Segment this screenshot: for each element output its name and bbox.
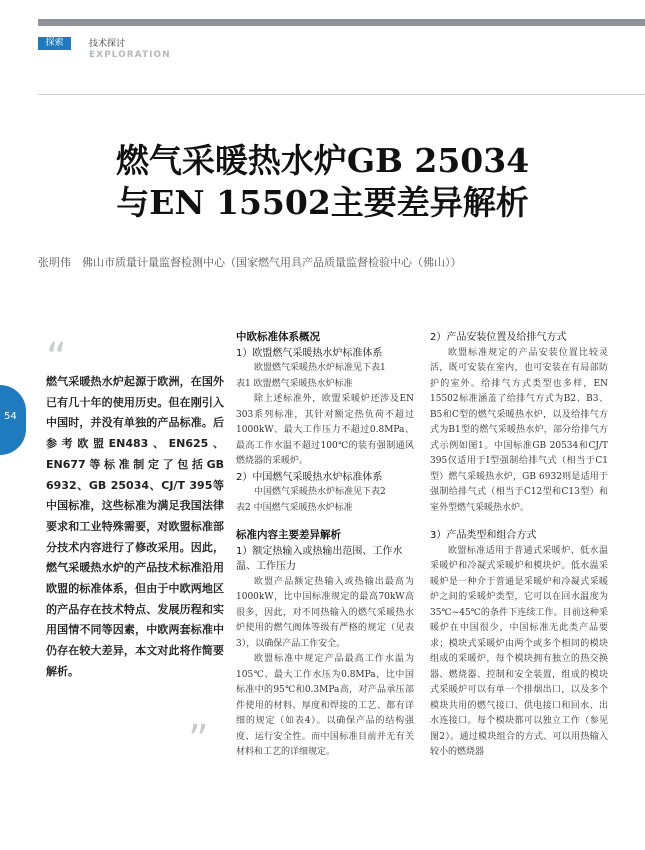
title-line-2: 与EN 15502主要差异解析 xyxy=(116,183,529,222)
category-label-en: EXPLORATION xyxy=(89,50,171,60)
heading-cn-standards: 2）中国燃气采暖热水炉标准体系 xyxy=(236,471,383,483)
heading-heat-input: 1）额定热输入或热输出范围、工作水温、工作压力 xyxy=(236,545,403,572)
heading-differences: 标准内容主要差异解析 xyxy=(236,529,341,541)
header-bar xyxy=(38,19,645,26)
heading-standard-system: 中欧标准体系概况 xyxy=(236,331,320,343)
heading-eu-standards: 1）欧盟燃气采暖热水炉标准体系 xyxy=(236,347,383,359)
article-title xyxy=(0,140,645,224)
paragraph: 欧盟标准中规定产品最高工作水温为105℃、最大工作水压为0.8MPa，比中国标准中的95℃和0.3MPa高，对产品承压部件使用的材料、厚度和焊接的工艺、都有详细的规定（如表4）。以确保产品的结构强度、运行安全性。而中国标准目前并无有关材料和工艺的详细规定。 xyxy=(236,654,414,757)
heading-installation: 2）产品安装位置及给排气方式 xyxy=(430,332,567,343)
table-caption: 表1 欧盟燃气采暖热水炉标准 xyxy=(236,378,353,389)
header-divider xyxy=(38,94,645,95)
paragraph: 中国燃气采暖热水炉标准见下表2 xyxy=(254,487,386,497)
paragraph: 欧盟标准规定的产品安装位置比较灵活，既可安装在室内，也可安装在有局部防护的室外。给排气方式类型也多样，EN 15502标准涵盖了给排气方式为B2、B3、B5和C型的燃气采暖热水炉，以及给排气方式为B1型的燃气采暖热水炉，部分给排气方式示例如图1。中国标准GB 20534和CJ/T 395仅适用于I型强制给排气式（相当于C1型）燃气采暖热水炉，GB 6932则是适用于强制给排气式（相当于C12型和C13型）和室外型燃气采暖热水炉。 xyxy=(430,347,608,513)
open-quote-icon: “ xyxy=(46,335,67,381)
column-1 xyxy=(236,330,414,761)
author-byline: 张明伟 佛山市质量计量监督检测中心（国家燃气用具产品质量监督检验中心（佛山）） xyxy=(38,256,462,269)
title-line-1: 燃气采暖热水炉GB 25034 xyxy=(115,141,530,180)
category-label: 技术探讨 xyxy=(89,39,126,49)
abstract: 燃气采暖热水炉起源于欧洲，在国外已有几十年的使用历史。但在刚引入中国时，并没有单独的产品标准。后参考欧盟EN483、EN625、EN677等标准制定了包括GB 6932、GB 25034、CJ/T 395等中国标准，这些标准为满足我国法律要求和工业特殊需要，对欧盟标准部分技术内容进行了修改采用。因此，燃气采暖热水炉的产品技术标准沿用欧盟的标准体系，但由于中欧两地区的产品存在技术特点、发展历程和实用国情不同等因素，中欧两套标准中仍存在较大差异，本文对此将作简要解析。 xyxy=(46,375,224,678)
paragraph: 欧盟燃气采暖热水炉标准见下表1 xyxy=(254,363,386,373)
heading-product-types: 3）产品类型和组合方式 xyxy=(430,530,537,541)
page-number: 54 xyxy=(4,411,17,422)
close-quote-icon: ” xyxy=(188,717,209,763)
paragraph: 除上述标准外，欧盟采暖炉还涉及EN 303系列标准，其针对额定热负荷不超过1000kW、最大工作压力不超过0.8MPa、最高工作水温不超过100℃的装有强制通风燃烧器的采暖炉。 xyxy=(236,394,414,466)
paragraph: 欧盟标准适用于普通式采暖炉、低水温采暖炉和冷凝式采暖炉和模块炉。低水温采暖炉是一种介于普通是采暖炉和冷凝式采暖炉之间的采暖炉类型，它可以在回水温度为35℃~45℃的条件下连续工作。目前这种采暖炉在中国很少，中国标准无此类产品要求；模块式采暖炉由两个或多个相同的模块组成的采暖炉，每个模块拥有独立的热交换器、燃烧器、控制和安全装置，组成的模块式采暖炉可以有单一个排烟出口，以及多个模块共用的燃气接口、供电接口和回水、出水连接口。每个模块都可以独立工作（参见图2）。通过模块组合的方式、可以用热输入较小的燃烧器 xyxy=(430,545,608,757)
paragraph: 欧盟产品额定热输入或热输出最高为1000kW，比中国标准规定的最高70kW高很多，因此，对不同热输入的燃气采暖热水炉使用的燃气阀体等级有严格的规定（见表3），以确保产品工作安全。 xyxy=(236,576,414,649)
section-tag: 探索 xyxy=(38,37,71,50)
table-caption: 表2 中国燃气采暖热水炉标准 xyxy=(236,502,353,513)
column-2 xyxy=(430,330,608,761)
